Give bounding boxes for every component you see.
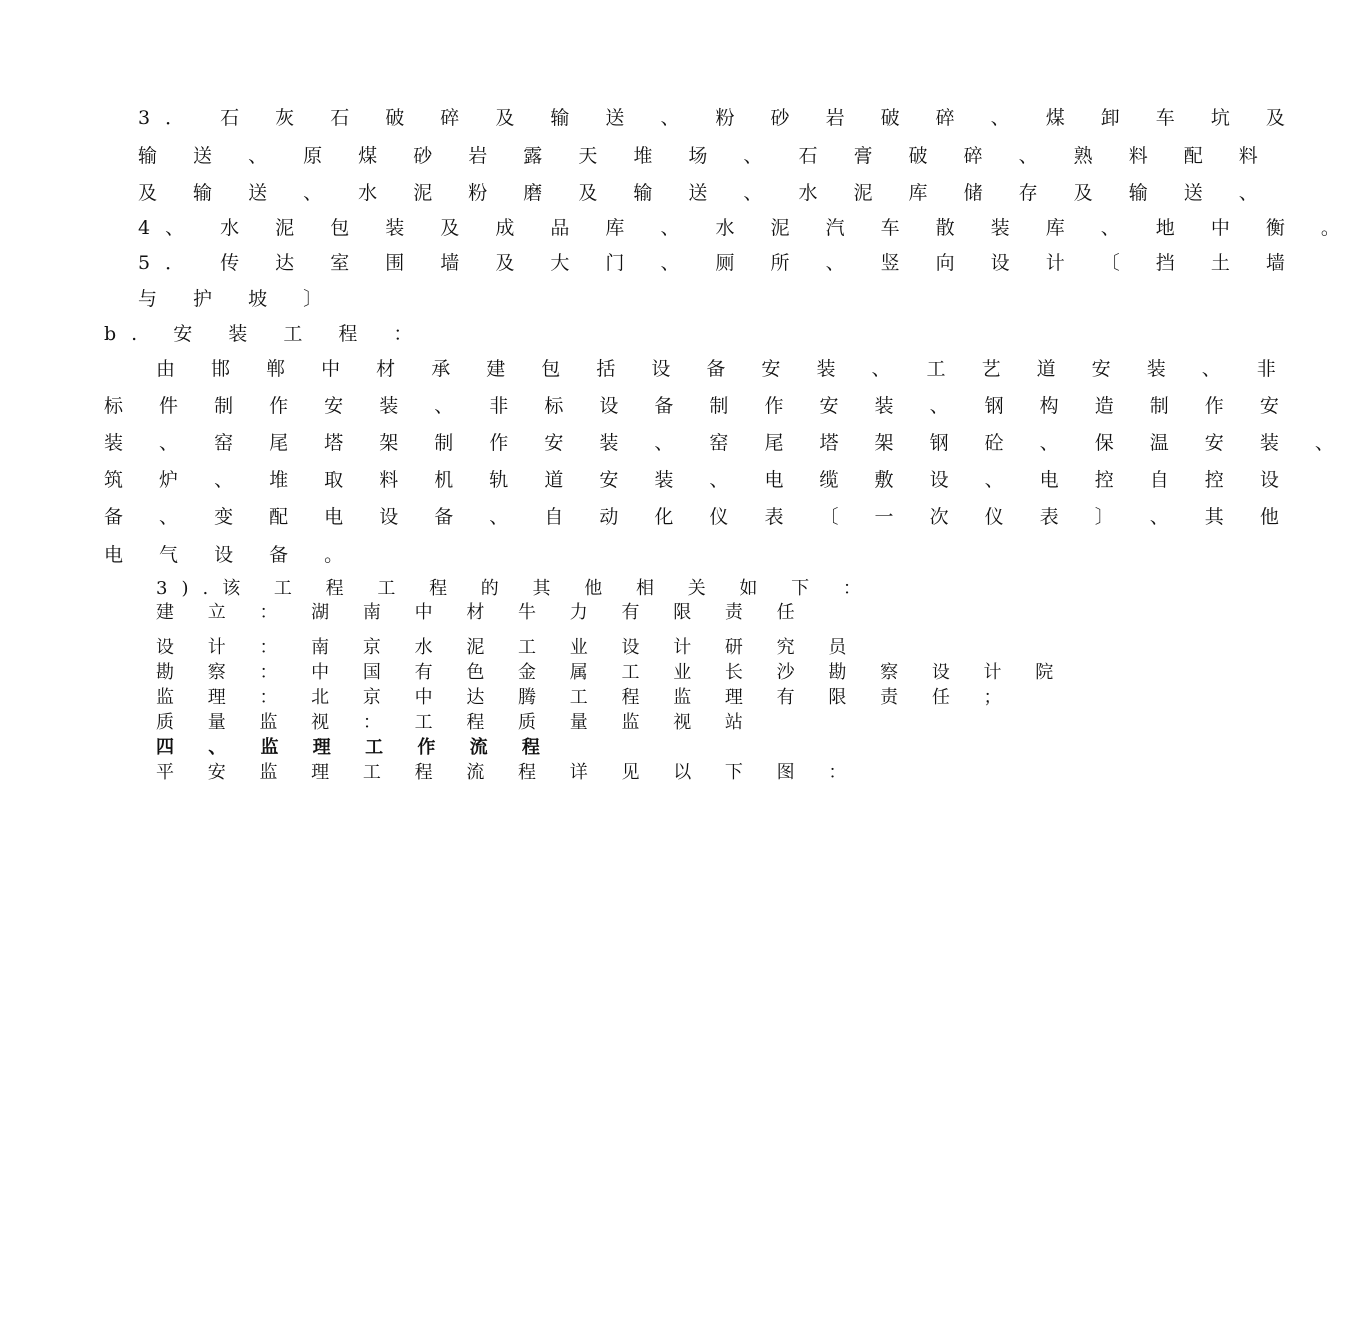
text-line: 装 、 窑 尾 塔 架 制 作 安 装 、 窑 尾 塔 架 钢 砼 、 保 温 安 装 、 (104, 432, 1349, 454)
paragraph-first-line: 由 邯 郸 中 材 承 建 包 括 设 备 安 装 、 工 艺 道 安 装 、 非 (156, 358, 1291, 380)
text-line-workflow-note: 平 安 监 理 工 程 流 程 详 见 以 下 图 ： (156, 762, 861, 783)
text-line: 电 气 设 备 。 (104, 544, 359, 566)
info-line-construction: 建 立 ： 湖 南 中 材 牛 力 有 限 责 任 (156, 602, 809, 623)
section-heading-workflow: 四 、 监 理 工 作 流 程 (156, 737, 554, 758)
text-line: 及 输 送 、 水 泥 粉 磨 及 输 送 、 水 泥 库 储 存 及 输 送 、 (138, 182, 1273, 204)
text-line: 备 、 变 配 电 设 备 、 自 动 化 仪 表 〔 一 次 仪 表 〕 、 其 他 (104, 506, 1294, 528)
text-line-item-3: 3． 石 灰 石 破 碎 及 输 送 、 粉 砂 岩 破 碎 、 煤 卸 车 坑 及 (138, 107, 1300, 129)
text-line: 与 护 坡 〕 (138, 288, 338, 310)
info-line-supervision: 监 理 ： 北 京 中 达 腾 工 程 监 理 有 限 责 任 ； (156, 687, 1016, 708)
text-line: 筑 炉 、 堆 取 料 机 轨 道 安 装 、 电 缆 敷 设 、 电 控 自 控 设 (104, 469, 1294, 491)
info-line-quality: 质 量 监 视 ： 工 程 质 量 监 视 站 (156, 712, 757, 733)
text-line: 输 送 、 原 煤 砂 岩 露 天 堆 场 、 石 膏 破 碎 、 熟 料 配 料 (138, 145, 1273, 167)
text-line-item-5: 5． 传 达 室 围 墙 及 大 门 、 厕 所 、 竖 向 设 计 〔 挡 土 墙 (138, 252, 1300, 274)
text-line: 标 件 制 作 安 装 、 非 标 设 备 制 作 安 装 、 钢 构 造 制 作 安 (104, 395, 1294, 417)
section-heading-installation: b. 安 装 工 程 ： (104, 323, 428, 345)
info-line-survey: 勘 察 ： 中 国 有 色 金 属 工 业 长 沙 勘 察 设 计 院 (156, 662, 1068, 683)
info-line-design: 设 计 ： 南 京 水 泥 工 业 设 计 研 究 员 (156, 637, 861, 658)
text-line-item-4: 4、 水 泥 包 装 及 成 品 库 、 水 泥 汽 车 散 装 库 、 地 中 衡 。 (138, 217, 1355, 239)
subsection-heading: 3).该 工 程 工 程 的 其 他 相 关 如 下 ： (156, 578, 875, 599)
